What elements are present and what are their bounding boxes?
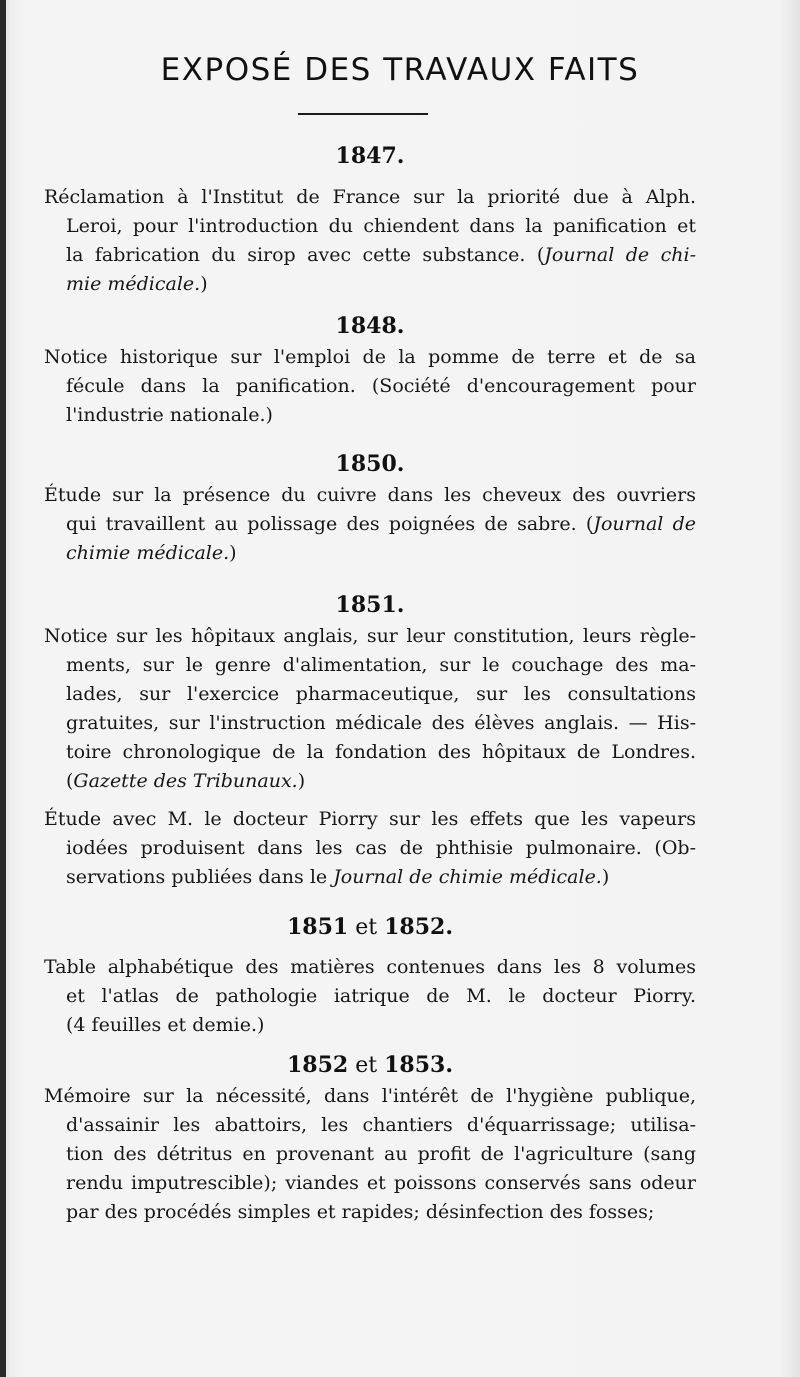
text-line (44, 1169, 696, 1198)
text-run: (4 feuilles et demie.) (66, 1014, 265, 1036)
text-run: Étude sur la présence du cuivre dans les cheveux des ouvriers (44, 484, 696, 506)
year-text: 1851 (287, 914, 349, 940)
running-header: EXPOSÉ DES TRAVAUX FAITS (160, 52, 640, 88)
text-run: Table alphabétique des matières contenues dans les 8 volumes (44, 956, 696, 978)
year-heading (20, 313, 720, 339)
text-run: iodées produisent dans les cas de phthisie pulmonaire. (Ob- (66, 837, 696, 859)
text-run: Notice historique sur l'emploi de la pomme de terre et de sa (44, 346, 696, 368)
year-heading (20, 451, 720, 477)
year-text: 1850. (335, 451, 405, 477)
text-line (44, 1011, 696, 1040)
text-line (44, 953, 696, 982)
text-line (44, 270, 696, 299)
text-line (44, 680, 696, 709)
bibliography-entry (44, 805, 696, 892)
year-heading (20, 143, 720, 169)
year-heading (20, 914, 720, 940)
year-heading (20, 1052, 720, 1078)
text-run: ( (66, 770, 74, 792)
text-run: Étude avec M. le docteur Piorry sur les effets que les vapeurs (44, 808, 696, 830)
text-line (44, 738, 696, 767)
text-line (44, 1140, 696, 1169)
text-line (44, 982, 696, 1011)
text-run: qui travaillent au polissage des poignées de sabre. ( (66, 513, 594, 535)
text-run: Mémoire sur la nécessité, dans l'intérêt de l'hygiène publique, (44, 1085, 696, 1107)
text-run: ments, sur le genre d'alimentation, sur le couchage des ma- (66, 654, 696, 676)
text-run: toire chronologique de la fondation des hôpitaux de Londres. (66, 741, 696, 763)
text-line (44, 212, 696, 241)
text-line (44, 834, 696, 863)
year-heading (20, 592, 720, 618)
bibliography-entry (44, 343, 696, 430)
text-run: Notice sur les hôpitaux anglais, sur leur constitution, leurs règle- (44, 625, 696, 647)
bibliography-entry (44, 183, 696, 299)
page-spine-edge (0, 0, 6, 1377)
text-run: par des procédés simples et rapides; désinfection des fosses; (66, 1201, 655, 1223)
text-line (44, 651, 696, 680)
italic-citation: mie médicale. (66, 273, 201, 295)
text-run: fécule dans la panification. (Société d'encouragement pour (66, 375, 696, 397)
text-line (44, 1198, 696, 1227)
text-line (44, 1111, 696, 1140)
italic-citation: Gazette des Tribunaux. (73, 770, 298, 792)
italic-citation: Journal de (593, 513, 696, 535)
text-line (44, 863, 696, 892)
text-run: la fabrication du sirop avec cette substance. ( (66, 244, 545, 266)
text-run: tion des détritus en provenant au profit de l'agriculture (sang (66, 1143, 696, 1165)
year-text: 1851. (335, 592, 405, 618)
text-run: ) (229, 542, 237, 564)
year-text: 1852 (287, 1052, 349, 1078)
text-line (44, 241, 696, 270)
bibliography-entry (44, 1082, 696, 1227)
year-conjunction: et (348, 915, 385, 940)
bibliography-entry (44, 953, 696, 1040)
bibliography-entry (44, 622, 696, 796)
year-conjunction: et (348, 1053, 385, 1078)
text-run: gratuites, sur l'instruction médicale des élèves anglais. — His- (66, 712, 696, 734)
text-run: ) (200, 273, 208, 295)
italic-citation: chimie médicale. (66, 542, 230, 564)
text-line (44, 510, 696, 539)
text-line (44, 343, 696, 372)
text-line (44, 709, 696, 738)
text-run: ) (601, 866, 610, 888)
text-run: lades, sur l'exercice pharmaceutique, sur les consultations (66, 683, 696, 705)
text-line (44, 767, 696, 796)
text-run: l'industrie nationale.) (66, 404, 273, 426)
text-run: ) (297, 770, 306, 792)
text-run: et l'atlas de pathologie iatrique de M. le docteur Piorry. (66, 985, 696, 1007)
text-line (44, 805, 696, 834)
text-line (44, 183, 696, 212)
text-run: Leroi, pour l'introduction du chiendent dans la panification et (66, 215, 696, 237)
year-text: 1853. (384, 1052, 453, 1078)
text-line (44, 622, 696, 651)
bibliography-entry (44, 481, 696, 568)
text-run: servations publiées dans le (66, 866, 334, 888)
text-run: rendu imputrescible); viandes et poissons conservés sans odeur (66, 1172, 696, 1194)
text-run: Réclamation à l'Institut de France sur la priorité due à Alph. (44, 186, 696, 208)
text-line (44, 372, 696, 401)
italic-citation: Journal de chi- (544, 244, 696, 266)
text-line (44, 481, 696, 510)
year-text: 1848. (335, 313, 405, 339)
text-line (44, 1082, 696, 1111)
header-rule (298, 113, 428, 115)
text-line (44, 401, 696, 430)
italic-citation: Journal de chimie médicale. (333, 866, 602, 888)
text-line (44, 539, 696, 568)
year-text: 1847. (335, 143, 405, 169)
year-text: 1852. (384, 914, 453, 940)
text-run: d'assainir les abattoirs, les chantiers d'équarrissage; utilisa- (66, 1114, 696, 1136)
